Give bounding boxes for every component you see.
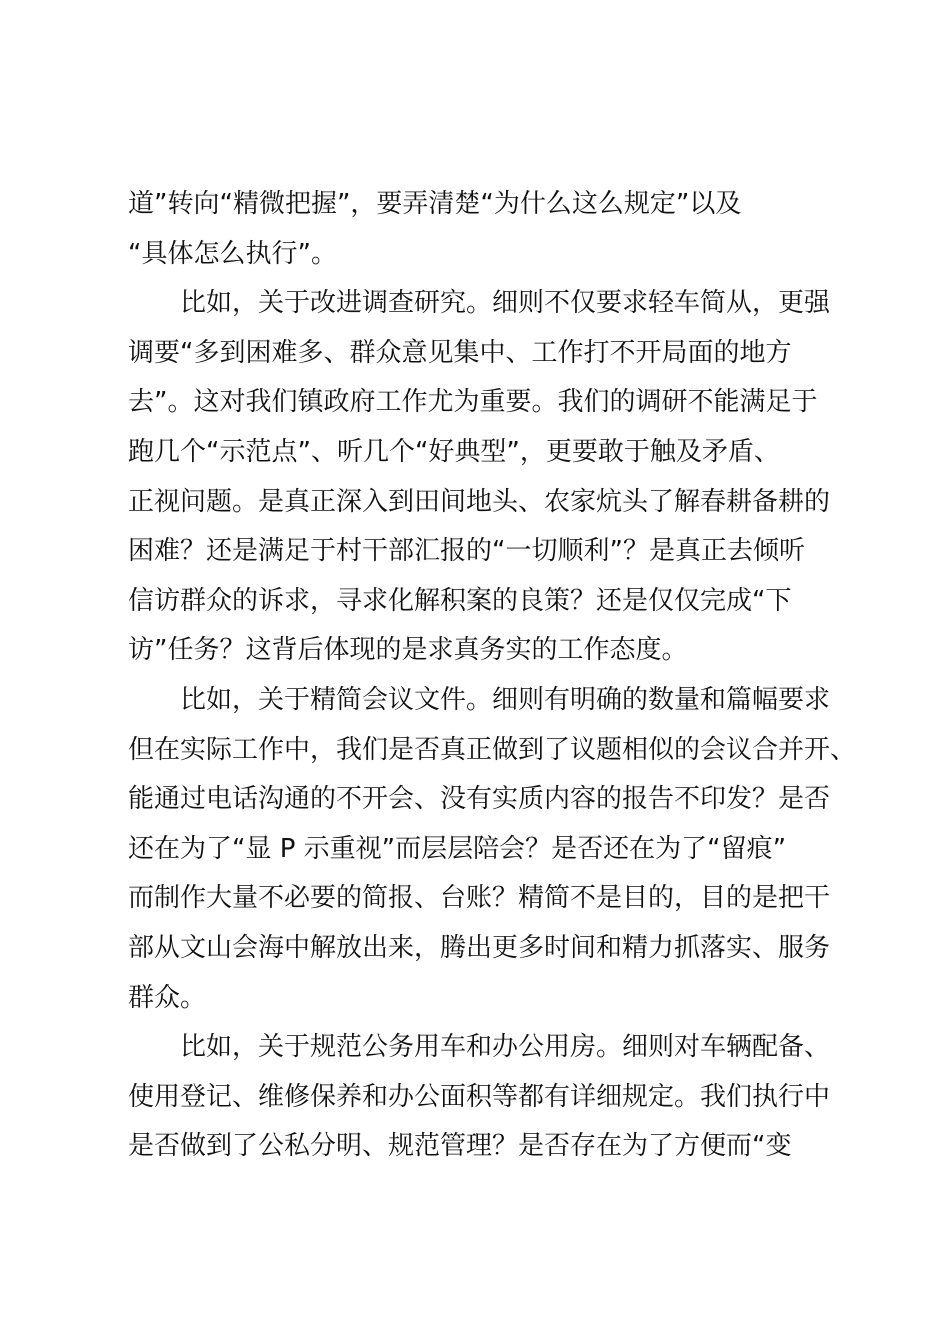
body-text: [128, 180, 857, 1172]
text-line: “具体怎么执行”。: [128, 238, 337, 269]
text-line: 去”。这对我们镇政府工作尤为重要。我们的调研不能满足于: [128, 387, 818, 418]
text-line: 部从文山会海中解放出来，腾出更多时间和精力抓落实、服务: [128, 932, 831, 963]
text-line: 群众。: [128, 982, 207, 1013]
text-line: 是否做到了公私分明、规范管理？是否存在为了方便而“变: [128, 1131, 792, 1162]
text-line: 跑几个“示范点”、听几个“好典型”，更要敢于触及矛盾、: [128, 436, 780, 467]
text-line: 困难？还是满足于村干部汇报的“一切顺利”？是真正去倾听: [128, 536, 805, 567]
text-line: 访”任务？这背后体现的是求真务实的工作态度。: [128, 635, 688, 666]
text-line: 比如，关于规范公务用车和办公用房。细则对车辆配备、: [128, 1032, 831, 1063]
text-line: 但在实际工作中，我们是否真正做到了议题相似的会议合并开、: [128, 734, 857, 765]
text-line: 还在为了“显 P 示重视”而层层陪会？是否还在为了“留痕”: [128, 833, 787, 864]
text-line: 比如，关于精简会议文件。细则有明确的数量和篇幅要求: [128, 684, 831, 715]
text-line: 信访群众的诉求，寻求化解积案的良策？还是仅仅完成“下: [128, 585, 792, 616]
text-line: 而制作大量不必要的简报、台账？精简不是目的，目的是把干: [128, 883, 831, 914]
text-line: 能通过电话沟通的不开会、没有实质内容的报告不印发？是否: [128, 784, 831, 815]
text-line: 比如，关于改进调查研究。细则不仅要求轻车简从，更强: [128, 288, 831, 319]
text-line: 调要“多到困难多、群众意见集中、工作打不开局面的地方: [128, 337, 792, 368]
text-line: 正视问题。是真正深入到田间地头、农家炕头了解春耕备耕的: [128, 486, 831, 517]
text-line: 道”转向“精微把握”，要弄清楚“为什么这么规定”以及: [128, 189, 742, 219]
text-line: 使用登记、维修保养和办公面积等都有详细规定。我们执行中: [128, 1081, 831, 1112]
